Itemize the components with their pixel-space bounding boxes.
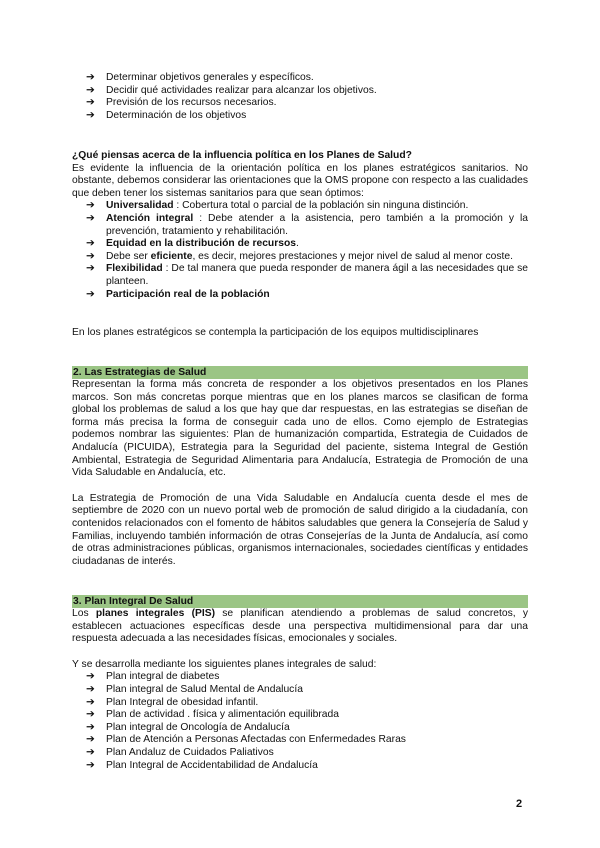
arrow-icon: ➔ (86, 263, 95, 275)
arrow-icon: ➔ (86, 734, 95, 746)
arrow-icon: ➔ (86, 84, 95, 96)
arrow-icon: ➔ (86, 212, 95, 224)
arrow-icon: ➔ (86, 238, 95, 250)
list-item: ➔ Participación real de la población (86, 288, 270, 300)
arrow-icon: ➔ (86, 671, 95, 683)
objectives-list (72, 72, 528, 122)
list-item: ➔ Flexibilidad : De tal manera que pueda responder de manera ágil a las necesidades que se planteen. (86, 263, 528, 287)
list-item: ➔ Plan Integral de Accidentabilidad de Andalucía (86, 759, 318, 771)
qualities-list (72, 200, 528, 301)
list-item: ➔ Plan de actividad . física y alimentación equilibrada (86, 709, 339, 721)
section-integral-plan (72, 595, 528, 772)
strategies-paragraph-2: La Estrategia de Promoción de una Vida Saludable en Andalucía cuenta desde el mes de septiembre de 2020 con un nuevo portal web de promoción de salud dirigido a la ciudadanía, con contenidos relacionados con el fomento de hábitos saludables que genera la Consejería de Salud y Familias, incluyendo también información de otras Consejerías de la Junta de Andalucía, así como de otras administraciones públicas, organismos internacionales, sociedades científicas y entidades ciudadanas de interés. (72, 492, 528, 567)
section-strategies (72, 366, 528, 568)
list-item: ➔ Plan integral de Salud Mental de Andalucía (86, 683, 303, 695)
list-item: ➔ Previsión de los recursos necesarios. (86, 97, 277, 109)
strategies-paragraph-1: Representan la forma más concreta de responder a los objetivos presentados en los Planes marcos. Son más concretas porque mientras que en los planes marcos se clasifican de forma global los problemas de salud a los que hay que dar respuestas, en las estrategias se diseñan de forma más precisa la forma de conseguir cada uno de ellos. Como ejemplo de Estrategias podemos nombrar las siguientes: Plan de humanización compartida, Estrategia de Cuidados de Andalucía (PICUIDA), Estrategia para la Seguridad del paciente, sistema Integral de Gestión Ambiental, Estrategia de Seguridad Alimentaria para Andalucía, Estrategia de Promoción de una Vida Saludable en Andalucía, etc. (72, 379, 528, 479)
list-item: ➔ Atención integral : Debe atender a la asistencia, pero también a la promoción y la prevención, tratamiento y rehabilitación. (86, 212, 529, 237)
section-heading: 3. Plan Integral De Salud (72, 595, 528, 608)
integral-plan-paragraph: Los planes integrales (PIS) se planifican atendiendo a problemas de salud concretos, y establecen actuaciones específicas desde una perspectiva multidimensional para dar una respuesta adecuada a las necesidades físicas, emocionales y sociales. (72, 608, 528, 645)
arrow-icon: ➔ (86, 721, 95, 733)
list-item: ➔ Equidad en la distribución de recursos. (86, 238, 299, 250)
arrow-icon: ➔ (86, 109, 95, 121)
arrow-icon: ➔ (86, 72, 95, 83)
multidisciplinary-paragraph: En los planes estratégicos se contempla la participación de los equipos multidisciplinares (72, 327, 479, 338)
list-item: ➔ Determinación de los objetivos (86, 109, 247, 121)
objectives-list-block (72, 72, 528, 122)
political-influence-block (72, 150, 528, 301)
list-item: ➔ Plan Integral de obesidad infantil. (86, 696, 259, 708)
list-item: ➔ Universalidad : Cobertura total o parcial de la población sin ninguna distinción. (86, 200, 469, 212)
page-number: 2 (516, 798, 523, 810)
integral-plan-intro: Y se desarrolla mediante los siguientes planes integrales de salud: (72, 658, 377, 670)
question-heading: ¿Qué piensas acerca de la influencia política en los Planes de Salud? (72, 150, 412, 161)
list-item: ➔ Plan de Atención a Personas Afectadas con Enfermedades Raras (86, 734, 406, 746)
list-item: ➔ Plan Andaluz de Cuidados Paliativos (86, 746, 274, 758)
arrow-icon: ➔ (86, 759, 95, 771)
arrow-icon: ➔ (86, 709, 95, 721)
arrow-icon: ➔ (86, 696, 95, 708)
arrow-icon: ➔ (86, 200, 95, 212)
arrow-icon: ➔ (86, 288, 95, 300)
question-intro: Es evidente la influencia de la orientación política en los planes estratégicos sanitarios. No obstante, debemos considerar las orientaciones que la OMS propone con respecto a las cualidades que deben tener los sistemas sanitarios para que sean óptimos: (72, 162, 528, 199)
list-item: ➔ Determinar objetivos generales y específicos. (86, 72, 314, 83)
arrow-icon: ➔ (86, 97, 95, 109)
list-item: ➔ Plan integral de Oncología de Andalucía (86, 721, 290, 733)
section-heading: 2. Las Estrategias de Salud (72, 366, 528, 379)
arrow-icon: ➔ (86, 250, 95, 262)
integral-plans-list (72, 671, 528, 772)
arrow-icon: ➔ (86, 683, 95, 695)
list-item: ➔ Plan integral de diabetes (86, 671, 220, 683)
arrow-icon: ➔ (86, 746, 95, 758)
list-item: ➔ Decidir qué actividades realizar para alcanzar los objetivos. (86, 84, 377, 96)
list-item: ➔ Debe ser eficiente, es decir, mejores prestaciones y mejor nivel de salud al menor coste. (86, 250, 513, 262)
